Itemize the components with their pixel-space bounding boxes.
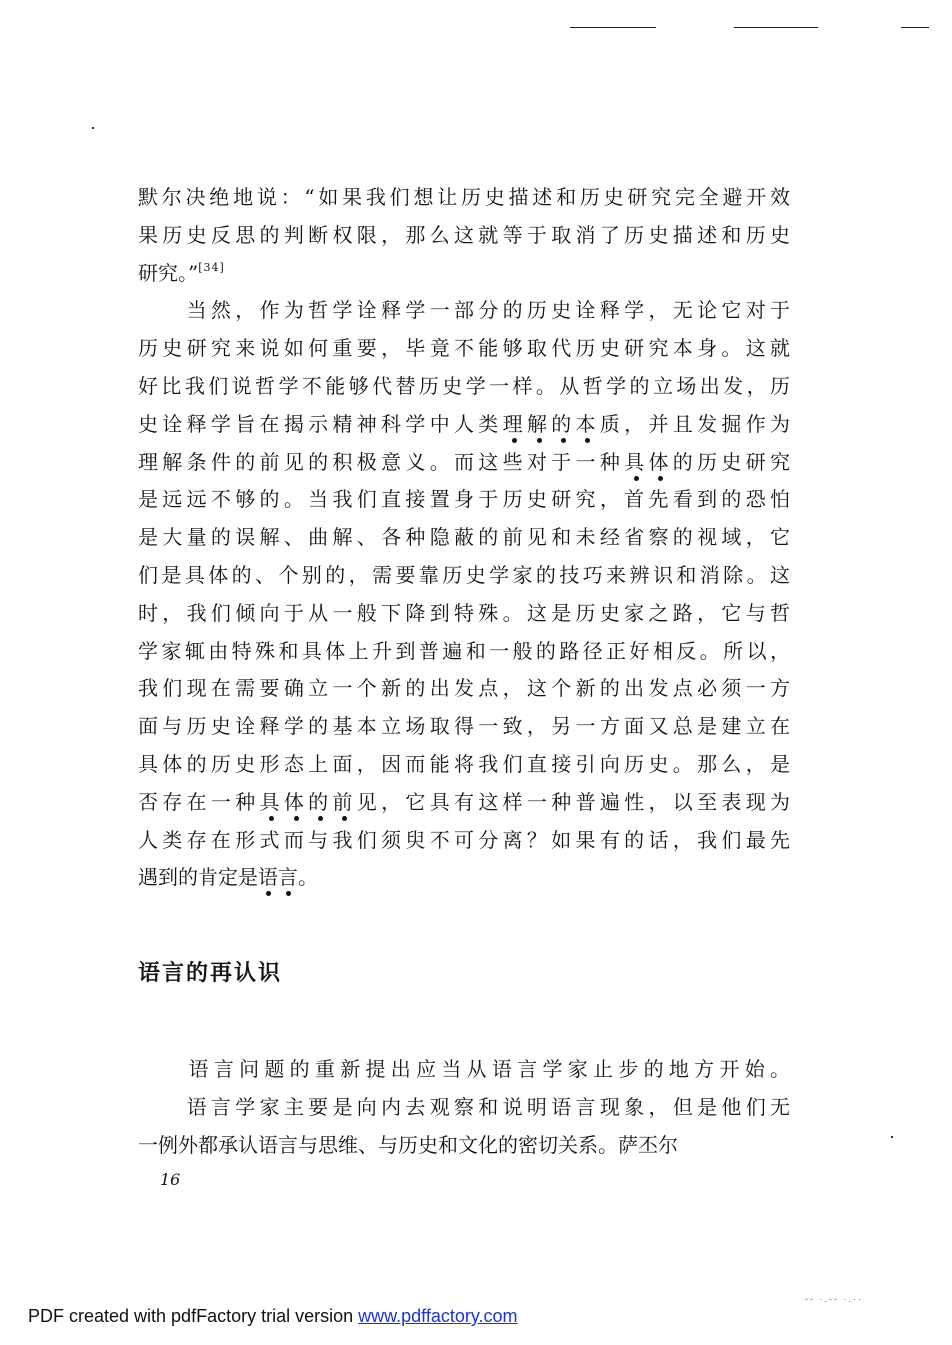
text-run: 。	[298, 865, 318, 890]
text-line	[138, 708, 790, 746]
text-line	[138, 444, 790, 482]
text-line	[138, 557, 790, 595]
pdf-footer-banner	[28, 1306, 518, 1327]
text-run: 语言问题的重新提出应当从语言学家止步的地方开始。	[138, 1057, 790, 1081]
text-run: 的历史研究	[672, 449, 791, 474]
footnote-ref: [34]	[198, 260, 225, 274]
paragraph-historical-hermeneutics	[138, 292, 790, 897]
text-line	[138, 1127, 790, 1165]
emphasis-dotted: 具体的前	[259, 789, 357, 814]
emphasis-dotted: 理解的本	[502, 411, 600, 436]
text-line	[138, 406, 790, 444]
text-line	[138, 217, 790, 255]
text-run: 史诠释学旨在揭示精神科学中人类	[138, 411, 503, 436]
emphasis-dotted: 具体	[624, 449, 673, 474]
text-run: 遇到的肯定是	[138, 865, 258, 890]
scan-speck	[92, 127, 94, 129]
text-run: 具体的历史形态上面，因而能将我们直接引向历史。那么，是	[138, 751, 790, 776]
text-line	[138, 481, 790, 519]
text-line	[138, 784, 790, 822]
text-line	[138, 822, 790, 860]
text-run: 见，它具有这样一种普遍性，以至表现为	[356, 789, 791, 814]
text-run: 历史研究来说如何重要，毕竟不能够取代历史研究本身。这就	[138, 336, 790, 361]
section-heading: 语言的再认识	[138, 960, 283, 986]
text-line	[138, 595, 790, 633]
text-run: 面与历史诠释学的基本立场取得一致，另一方面又总是建立在	[138, 714, 790, 739]
header-rule	[570, 27, 656, 28]
paragraph-language	[138, 1051, 790, 1164]
text-line	[138, 519, 790, 557]
text-run: 质，并且发掘作为	[599, 411, 791, 436]
text-run: 时，我们倾向于从一般下降到特殊。这是历史家之路，它与哲	[138, 600, 790, 625]
paragraph-quote	[138, 179, 790, 292]
pdf-footer-text: PDF created with pdfFactory trial version	[28, 1306, 359, 1326]
body-text	[138, 179, 790, 897]
text-run: 一例外都承认语言与思维、与历史和文化的密切关系。萨丕尔	[138, 1132, 678, 1157]
scan-speck	[891, 1136, 893, 1138]
text-line	[138, 292, 790, 330]
text-line	[138, 670, 790, 708]
text-run: 学家辄由特殊和具体上升到普遍和一般的路径正好相反。所以，	[138, 638, 790, 663]
text-line	[138, 1051, 790, 1089]
page-number: 16	[160, 1170, 181, 1189]
text-line	[138, 179, 790, 217]
text-line	[138, 633, 790, 671]
text-run: 研究。”	[138, 260, 199, 285]
text-run: 当然，作为哲学诠释学一部分的历史诠释学，无论它对于	[138, 298, 790, 323]
scan-artifact: -- ·.-- ·.··	[805, 1294, 863, 1304]
text-line	[138, 1089, 790, 1127]
text-run: 语言学家主要是向内去观察和说明语言现象，但是他们无	[138, 1094, 790, 1119]
text-line	[138, 746, 790, 784]
text-run: 否存在一种	[138, 789, 260, 814]
text-line	[138, 368, 790, 406]
header-rule	[901, 27, 929, 28]
text-run: 我们现在需要确立一个新的出发点，这个新的出发点必须一方	[138, 676, 790, 701]
text-run: 是大量的误解、曲解、各种隐蔽的前见和未经省察的视域，它	[138, 525, 790, 550]
text-run: 果历史反思的判断权限，那么这就等于取消了历史描述和历史	[138, 222, 790, 247]
header-rule	[734, 27, 818, 28]
text-line	[138, 330, 790, 368]
pdf-footer-link[interactable]: www.pdffactory.com	[358, 1306, 518, 1326]
text-run: 是远远不够的。当我们直接置身于历史研究，首先看到的恐怕	[138, 487, 790, 512]
text-run: 好比我们说哲学不能够代替历史学一样。从哲学的立场出发，历	[138, 373, 790, 398]
section-body-text	[138, 1051, 790, 1164]
text-run: 理解条件的前见的积极意义。而这些对于一种	[138, 449, 625, 474]
text-run: 们是具体的、个别的，需要靠历史学家的技巧来辨识和消除。这	[138, 562, 790, 587]
text-run: 默尔决绝地说：“如果我们想让历史描述和历史研究完全避开效	[138, 185, 790, 209]
emphasis-dotted: 语言	[258, 865, 298, 890]
text-line	[138, 255, 790, 293]
text-line	[138, 859, 790, 897]
text-run: 人类存在形式而与我们须臾不可分离？如果有的话，我们最先	[138, 827, 790, 852]
